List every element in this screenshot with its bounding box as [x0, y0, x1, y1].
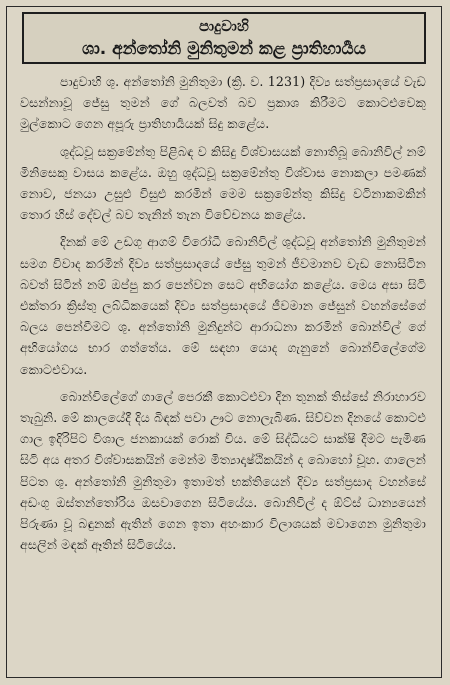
headline-kicker: පාදුවාහි — [198, 17, 250, 35]
article-body — [20, 71, 426, 671]
headline-title: ශා. අන්තෝනි මුනිතුමන් කළ ප්‍රාතිහාර්‍යය — [82, 39, 366, 59]
headline-box — [22, 12, 426, 64]
paragraph-1: පාදුවාහි ශු. අන්තෝනි මුනිතුමා (ක්‍රි. ව. 1231) දිව්‍ය සත්ප්‍රසාදයේ වැඩ වසන්නාවූ ජේසු තුමන් ගේ බලවත් බව ප්‍රකාශ කිරීමට කොටඑවෙකු මුල්කොට ගෙන අපූරු ප්‍රාතිහාර්‍යයක් සිදු කළේය. — [20, 74, 426, 132]
paragraph-4: බොන්විලේගේ ගාලේ පෙරකී කොටඑවා දින තුනක් තිස්සේ නිරාහාරව තැබුනි. මේ කාලයේදී දිය බිඳක් පවා ඌට නොලැබිණ. සිව්වන දිනයේ කොටඑ ගාල ඉදිරිපිට විශාල ජනකායක් රොක් විය. මේ සිද්ධියට සාක්ෂි දීමට පැමිණ සිටි අය අතර විශ්වාසකයින් මෙන්ම මිත්‍යාදෘෂ්ඨිකයින් ද බොහෝ වූහ. ගාලෙන් පිටත ශු. අන්තෝනි මුනිතුමා ඉතාමත් භක්තියෙන් දිව්‍ය සත්ප්‍රසාද වහන්සේ අඩංගු ඔස්තන්තෝරිය ඔසවාගෙන සිටියේය. බොනිවිල් ද ඕට්ස් ධාන්‍යයෙන් පිරුණා වූ බඳුනක් ඇතින් ගෙන ඉතා අහංකාර විලාශයක් මවාගෙන මුනිතුමා අසලින් මඳක් ඈතින් සිටියේය. — [20, 388, 426, 553]
paragraph-3: දිනක් මේ උඩගු ආගම් විරෝධී බොනිවිල් ශුද්ධවූ අන්තෝනි මුනිතුමන් සමග විවාද කරමින් දිව්‍ය සත්ප්‍රසාදයේ ජේසු තුමන් ජීවමානව වැඩ නොසිටින බවත් සිටින් නම් ඔප්පු කර පෙන්වන සෙට අභියෝග කළේය. මෙය අසා සිටි එක්තරා ක්‍රිස්තු ලබ්ධිකයෙක් දිව්‍ය සත්ප්‍රසාදයේ ජීවමාන ජේසුන් වහන්සේගේ බලය පෙන්වීමට ශු. අන්තෝනි මුනිදුන්ට ආරාධනා කරමින් බොන්විල් ගේ අභියෝගය භාර ගත්තේය. මේ සඳහා යොද ගැනුනේ බොන්විලේගේම කොටඑවාය. — [20, 234, 426, 377]
paragraph-2: ශුද්ධවූ සක්‍රමේන්තු පිළිබඳ ව කිසිදු විශ්වාසයක් නොතිබූ බොනිවිල් නම් මිනිසෙකු වාසය කළේය. ඔහු ශුද්ධවූ සක්‍රමේන්තු විශ්වාස නොකලා පමණක් නොව, ජනයා උසුළු විසුළු කරමින් මෙම සක්‍රමේන්තු කිසිදු වටිනාකමකින් තොර හිස් දේවල් බව තැනින් තැන විවේචනය කළේය. — [20, 143, 426, 223]
